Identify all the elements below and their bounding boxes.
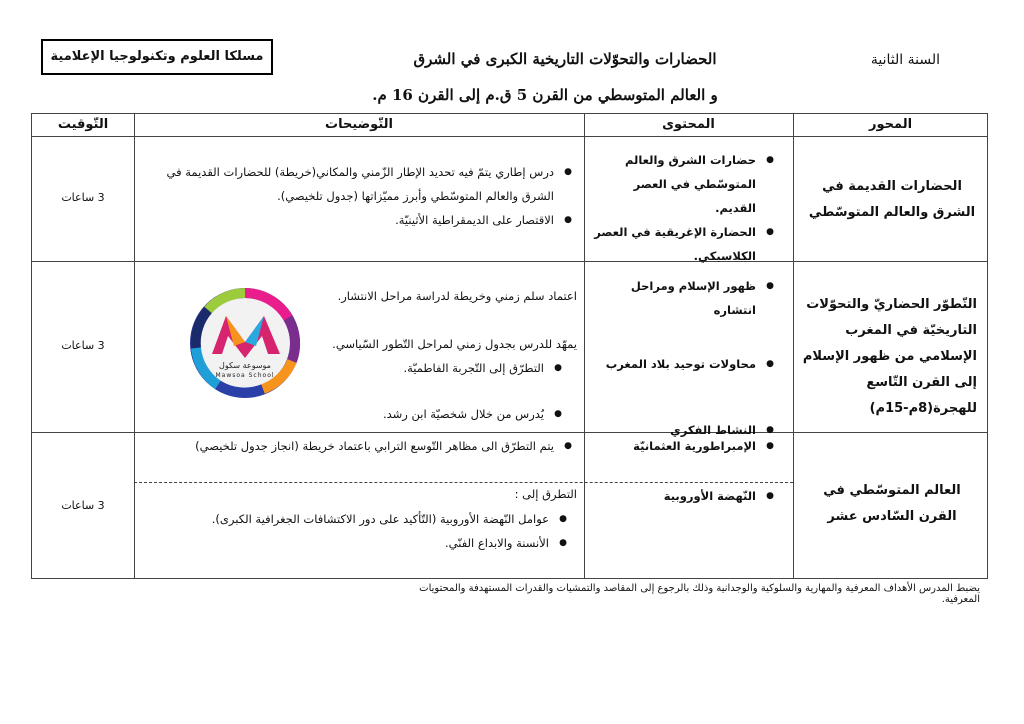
explanations-2-line1: اعتماد سلم زمني وخريطة لدراسة مراحل الانتشار. — [337, 289, 577, 303]
list-item: ● درس إطاري يتمّ فيه تحديد الإطار الزّمني والمكاني(خريطة) للحضارات القديمة في الشرق والعالم المتوسّطي وأبرز مميّزاتها (جدول تلخيصي). — [162, 160, 572, 208]
track-box: مسلكا العلوم وتكنولوجيا الإعلامية — [41, 39, 273, 75]
content-2 — [594, 274, 774, 442]
title-line-2: و العالم المتوسطي من القرن 5 ق.م إلى القرن 16 م. — [372, 86, 718, 104]
header-axis: المحور — [868, 117, 913, 132]
header-explanations: التّوضيحات — [325, 117, 393, 132]
axis-2: التّطوّر الحضاريّ والتحوّلات التاريخيّة في المغرب الإسلامي من ظهور الإسلام إلى القرن التّاسع للهجرة(8م-15م) — [802, 297, 977, 416]
timing-3: 3 ساعات — [61, 499, 105, 512]
timing-1: 3 ساعات — [61, 191, 105, 204]
list-item: ● محاولات توحيد بلاد المغرب — [594, 352, 774, 376]
mawsoa-school-logo — [188, 286, 302, 400]
list-item: ● الحضارة الإغريقية في العصر الكلاسيكي. — [594, 220, 774, 268]
list-item: ● يتم التطرّق الى مظاهر التّوسع الترابي باعتماد خريطة (انجاز جدول تلخيصي) — [162, 434, 572, 458]
header-timing: التّوقيت — [57, 117, 109, 132]
list-item: ● النشاط الفكري — [594, 418, 774, 442]
svg-text:Mawsoa School: Mawsoa School — [215, 372, 275, 379]
title-line-1: الحضارات والتحوّلات التاريخية الكبرى في الشرق — [413, 50, 717, 68]
content-3 — [594, 434, 774, 508]
list-item: ● حضارات الشرق والعالم المتوسّطي في العصر القديم. — [594, 148, 774, 220]
axis-1: الحضارات القديمة في الشرق والعالم المتوسّطي — [808, 179, 976, 220]
explanations-2-line2: يمهّد للدرس بجدول زمني لمراحل التّطور السّياسي. — [332, 337, 577, 351]
year-label: السنة الثانية — [870, 52, 940, 68]
timing-2: 3 ساعات — [61, 339, 105, 352]
explanations-1 — [162, 160, 572, 232]
content-1 — [594, 148, 774, 268]
list-item: ● يُدرس من خلال شخصيّة ابن رشد. — [322, 402, 562, 426]
explanations-3-intro: التطرق إلى : — [514, 487, 577, 501]
list-item: ● ظهور الإسلام ومراحل انتشاره — [594, 274, 774, 322]
explanations-3-list — [162, 507, 567, 555]
program-table — [31, 113, 988, 579]
list-item: ● الإمبراطورية العثمانيّة — [594, 434, 774, 458]
explanations-2-list — [322, 356, 562, 426]
list-item: ● عوامل النّهضة الأوروبية (التّأكيد على دور الاكتشافات الجغرافية الكبرى). — [162, 507, 567, 531]
header-content: المحتوى — [662, 117, 715, 132]
explanations-3-part1 — [162, 434, 572, 458]
list-item: ● النّهضة الأوروبية — [594, 484, 774, 508]
footer-note: يضبط المدرس الأهداف المعرفية والمهارية والسلوكية والوجدانية وذلك بالرجوع إلى المقاصد والتمشيات والقدرات المستهدفة والمحتويات المعرفية. — [419, 583, 980, 605]
axis-3: العالم المتوسّطي في القرن السّادس عشر — [823, 483, 961, 524]
list-item: ● الأنسنة والابداع الفنّي. — [162, 531, 567, 555]
list-item: ● التطرّق إلى التّجربة الفاطميّة. — [322, 356, 562, 380]
list-item: ● الاقتصار على الديمقراطية الأثينيّة. — [162, 208, 572, 232]
svg-text:موسوعة سكول: موسوعة سكول — [219, 361, 271, 370]
